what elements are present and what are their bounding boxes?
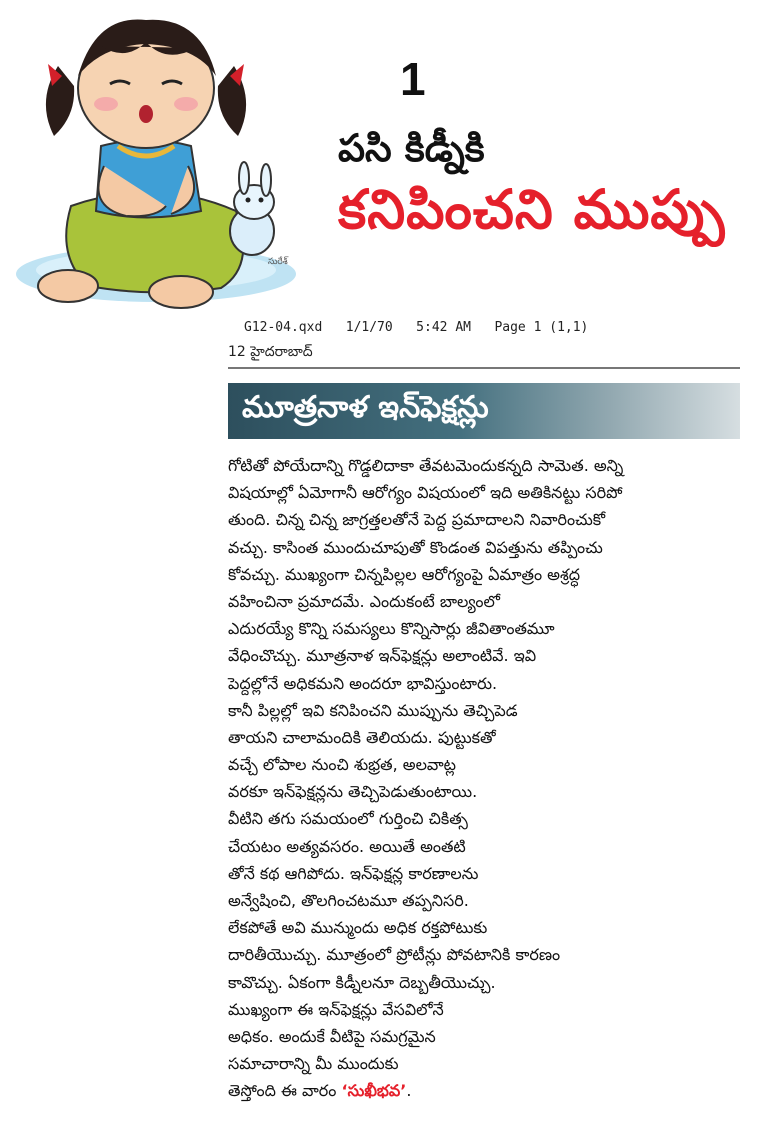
body-line: పెద్దల్లోనే అధికమని అందరూ భావిస్తుంటారు. [228,673,498,693]
body-line: కోవచ్చు. ముఖ్యంగా చిన్నపిల్లల ఆరోగ్యంపై ఏమాత్రం అశ్రద్ధ [228,564,581,584]
body-line: వేధించొచ్చు. మూత్రనాళ ఇన్‌ఫెక్షన్లు అలాంటివే. ఇవి [228,646,537,666]
body-line: గోటితో పోయేదాన్ని గొడ్డలిదాకా తేవటమెందుకన్నది సామెత. అన్ని [228,456,624,475]
print-slug: G12-04.qxd 1/1/70 5:42 AM Page 1 (1,1) [244,320,589,335]
body-line: తోనే కథ ఆగిపోదు. ఇన్‌ఫెక్షన్ల కారణాలను [228,863,479,883]
body-line: కావొచ్చు. ఏకంగా కిడ్నీలనూ దెబ్బతీయొచ్చు. [228,972,496,992]
closing-suffix: . [406,1081,412,1101]
body-line: దారితీయొచ్చు. మూత్రంలో ప్రోటీన్లు పోవటానికి కారణం [228,945,561,965]
illustrator-signature: సురేశ్ [268,257,288,267]
body-line: వహించినా ప్రమాదమే. ఎందుకంటే బాల్యంలో [228,591,500,611]
closing-line [228,1077,748,1104]
body-line: వచ్చే లోపాల నుంచి శుభ్రత, అలవాట్ల [228,755,457,775]
folio: 12 హైదరాబాద్ [228,344,313,360]
body-line: తుంది. చిన్న చిన్న జాగ్రత్తలతోనే పెద్ద ప్రమాదాలని నివారించుకో [228,510,606,530]
girl-stomach-ache-illustration [6,6,306,324]
body-line: కానీ పిల్లల్లో ఇవి కనిపించని ముప్పును తెచ్చిపెడ [228,700,518,720]
magazine-name: ‘సుఖీభవ’ [341,1081,407,1101]
body-line: ముఖ్యంగా ఈ ఇన్‌ఫెక్షన్లు వేసవిలోనే [228,999,444,1019]
divider-rule [228,367,740,369]
body-line: చేయటం అత్యవసరం. అయితే అంతటి [228,836,466,856]
article-body [228,452,748,1105]
body-line: అన్వేషించి, తొలగించటమూ తప్పనిసరి. [228,891,469,910]
section-banner [228,383,740,439]
body-line: విషయాల్లో ఏమోగానీ ఆరోగ్యం విషయంలో ఇది అతికినట్టు సరిపో [228,483,623,503]
headline-line-2: కనిపించని ముప్పు [338,178,726,241]
body-line: సమాచారాన్ని మీ ముందుకు [228,1054,399,1074]
body-line: వీటిని తగు సమయంలో గుర్తించి చికిత్స [228,809,468,829]
section-banner-title: మూత్రనాళ ఇన్‌ఫెక్షన్లు [242,390,489,425]
body-line: లేకపోతే అవి మున్ముందు అధిక రక్తపోటుకు [228,918,488,938]
body-line: తాయని చాలామందికి తెలియదు. పుట్టుకతో [228,727,496,747]
page-number: 1 [400,53,426,105]
body-line: వచ్చు. కాసింత ముందుచూపుతో కొండంత విపత్తును తప్పించు [228,537,603,557]
body-line: అధికం. అందుకే వీటిపై సమగ్రమైన [228,1026,436,1046]
closing-prefix: తెస్తోంది ఈ వారం [228,1081,342,1101]
body-line: వరకూ ఇన్‌ఫెక్షన్లను తెచ్చిపెడుతుంటాయి. [228,782,478,802]
body-line: ఎదురయ్యే కొన్ని సమస్యలు కొన్నిసార్లు జీవితాంతమూ [228,619,555,639]
headline-line-1: పసి కిడ్నీకి [338,126,485,170]
